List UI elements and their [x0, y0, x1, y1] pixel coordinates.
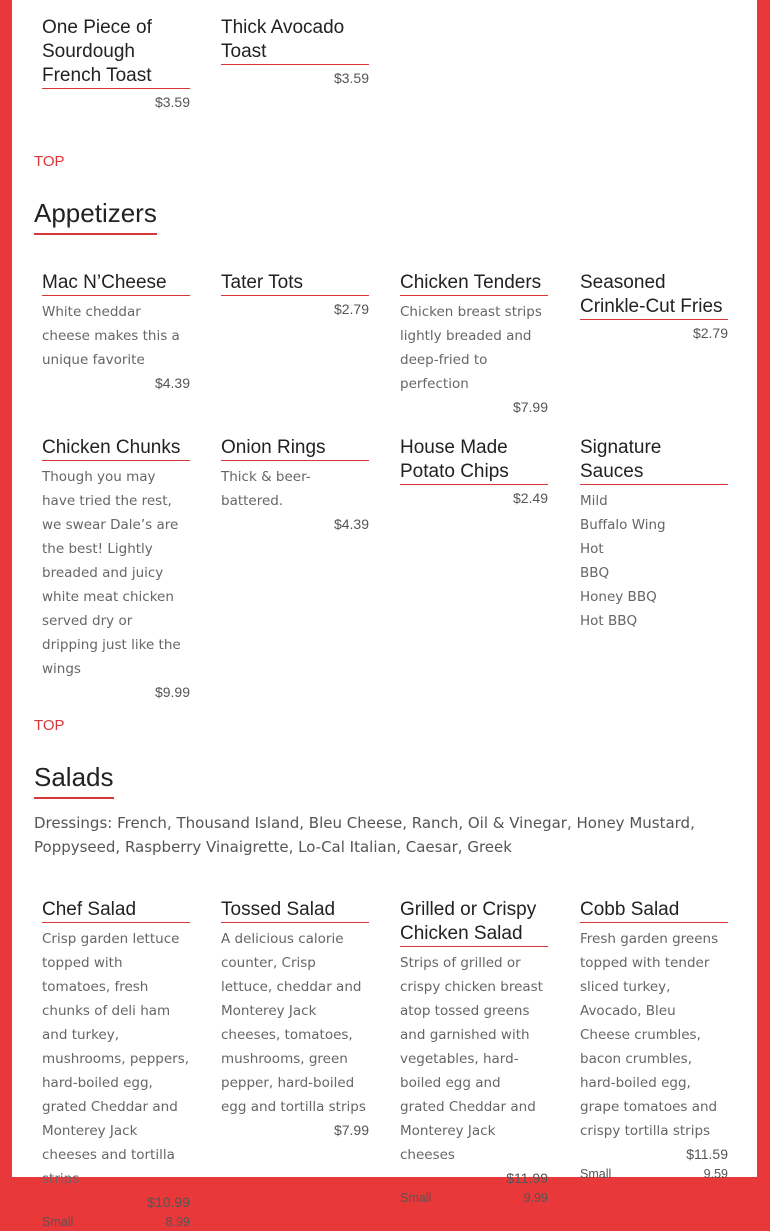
small-size-label: Small [400, 1191, 432, 1205]
small-size-row [580, 1165, 728, 1183]
small-size-label: Small [42, 1215, 74, 1229]
menu-item [42, 436, 190, 703]
small-size-label: Small [580, 1167, 612, 1181]
menu-item-name: Signature Sauces [580, 436, 728, 485]
menu-item-description: Crisp garden lettuce topped with tomatoes, fresh chunks of deli ham and turkey, mushrooms, peppers, hard-boiled egg, grated Cheddar and Monterey Jack cheeses and tortilla strips [42, 931, 190, 1187]
menu-item-description: Thick & beer-battered. [221, 469, 311, 509]
small-size-row [42, 1213, 190, 1231]
menu-page [12, 0, 757, 1229]
menu-item-description: Chicken breast strips lightly breaded and deep-fried to perfection [400, 304, 542, 392]
menu-item-description: Fresh garden greens topped with tender sliced turkey, Avocado, Bleu Cheese crumbles, bacon crumbles, hard-boiled egg, grape tomatoes and crispy tortilla strips [580, 931, 719, 1139]
small-size-row [400, 1189, 548, 1207]
sauce-item: BBQ [580, 565, 610, 581]
small-size-price: 9.59 [703, 1167, 728, 1181]
small-size-price: 8.99 [165, 1215, 190, 1229]
sauce-item: Hot [580, 541, 604, 557]
menu-item-name: Seasoned Crinkle-Cut Fries [580, 271, 728, 320]
menu-item [221, 271, 369, 320]
menu-item-name: Onion Rings [221, 436, 369, 461]
menu-item [221, 16, 369, 89]
menu-item [42, 898, 190, 1231]
sauce-list [580, 489, 728, 633]
menu-item-price: $7.99 [512, 399, 548, 415]
menu-item-price: $4.39 [154, 375, 190, 391]
top-link[interactable]: TOP [34, 153, 65, 170]
menu-item-price: $10.99 [147, 1194, 190, 1210]
menu-item-description: White cheddar cheese makes this a unique favorite [42, 304, 180, 368]
menu-item-name: Chef Salad [42, 898, 190, 923]
menu-item-name: House Made Potato Chips [400, 436, 548, 485]
sauce-item: Mild [580, 493, 608, 509]
menu-item-description: A delicious calorie counter, Crisp lettuce, cheddar and Monterey Jack cheeses, tomatoes, mushrooms, green pepper, hard-boiled egg and tortilla strips [221, 931, 366, 1115]
menu-item-price: $4.39 [333, 516, 369, 532]
menu-item-price: $2.79 [333, 301, 369, 317]
menu-item [221, 898, 369, 1141]
menu-item-name: One Piece of Sourdough French Toast [42, 16, 190, 89]
menu-item-name: Tater Tots [221, 271, 369, 296]
menu-item-price: $11.99 [506, 1170, 548, 1186]
small-size-price: 9.99 [523, 1191, 548, 1205]
menu-item-name: Thick Avocado Toast [221, 16, 369, 65]
menu-item-price: $2.49 [512, 490, 548, 506]
menu-item-price: $11.59 [686, 1146, 728, 1162]
sauce-item: Hot BBQ [580, 613, 638, 629]
menu-item-name: Chicken Tenders [400, 271, 548, 296]
menu-item-price: $9.99 [154, 684, 190, 700]
menu-item [400, 898, 548, 1207]
menu-item-price: $3.59 [154, 94, 190, 110]
menu-item-price: $2.79 [692, 325, 728, 341]
menu-item-name: Cobb Salad [580, 898, 728, 923]
menu-item [400, 271, 548, 418]
top-link[interactable]: TOP [34, 717, 65, 734]
menu-item [221, 436, 369, 535]
menu-item-price: $3.59 [333, 70, 369, 86]
menu-item-name: Grilled or Crispy Chicken Salad [400, 898, 548, 947]
menu-item [580, 436, 728, 633]
menu-item [400, 436, 548, 509]
sauce-item: Buffalo Wing [580, 517, 666, 533]
menu-item-description: Strips of grilled or crispy chicken breast atop tossed greens and garnished with vegetables, hard-boiled egg and grated Cheddar and Monterey Jack cheeses [400, 955, 543, 1163]
menu-item [42, 16, 190, 113]
menu-item [580, 898, 728, 1183]
dressings-text: Dressings: French, Thousand Island, Bleu Cheese, Ranch, Oil & Vinegar, Honey Mustard, Poppyseed, Raspberry Vinaigrette, Lo-Cal Italian, Caesar, Greek [34, 814, 695, 856]
section-title-salads: Salads [34, 761, 114, 799]
menu-item [580, 271, 728, 344]
sauce-item: Honey BBQ [580, 589, 657, 605]
menu-item-description: Though you may have tried the rest, we swear Dale’s are the best! Lightly breaded and juicy white meat chicken served dry or dripping just like the wings [42, 469, 181, 677]
menu-item-name: Tossed Salad [221, 898, 369, 923]
menu-item-name: Chicken Chunks [42, 436, 190, 461]
menu-item-name: Mac N’Cheese [42, 271, 190, 296]
menu-item [42, 271, 190, 394]
section-title-appetizers: Appetizers [34, 197, 157, 235]
menu-item-price: $7.99 [333, 1122, 369, 1138]
